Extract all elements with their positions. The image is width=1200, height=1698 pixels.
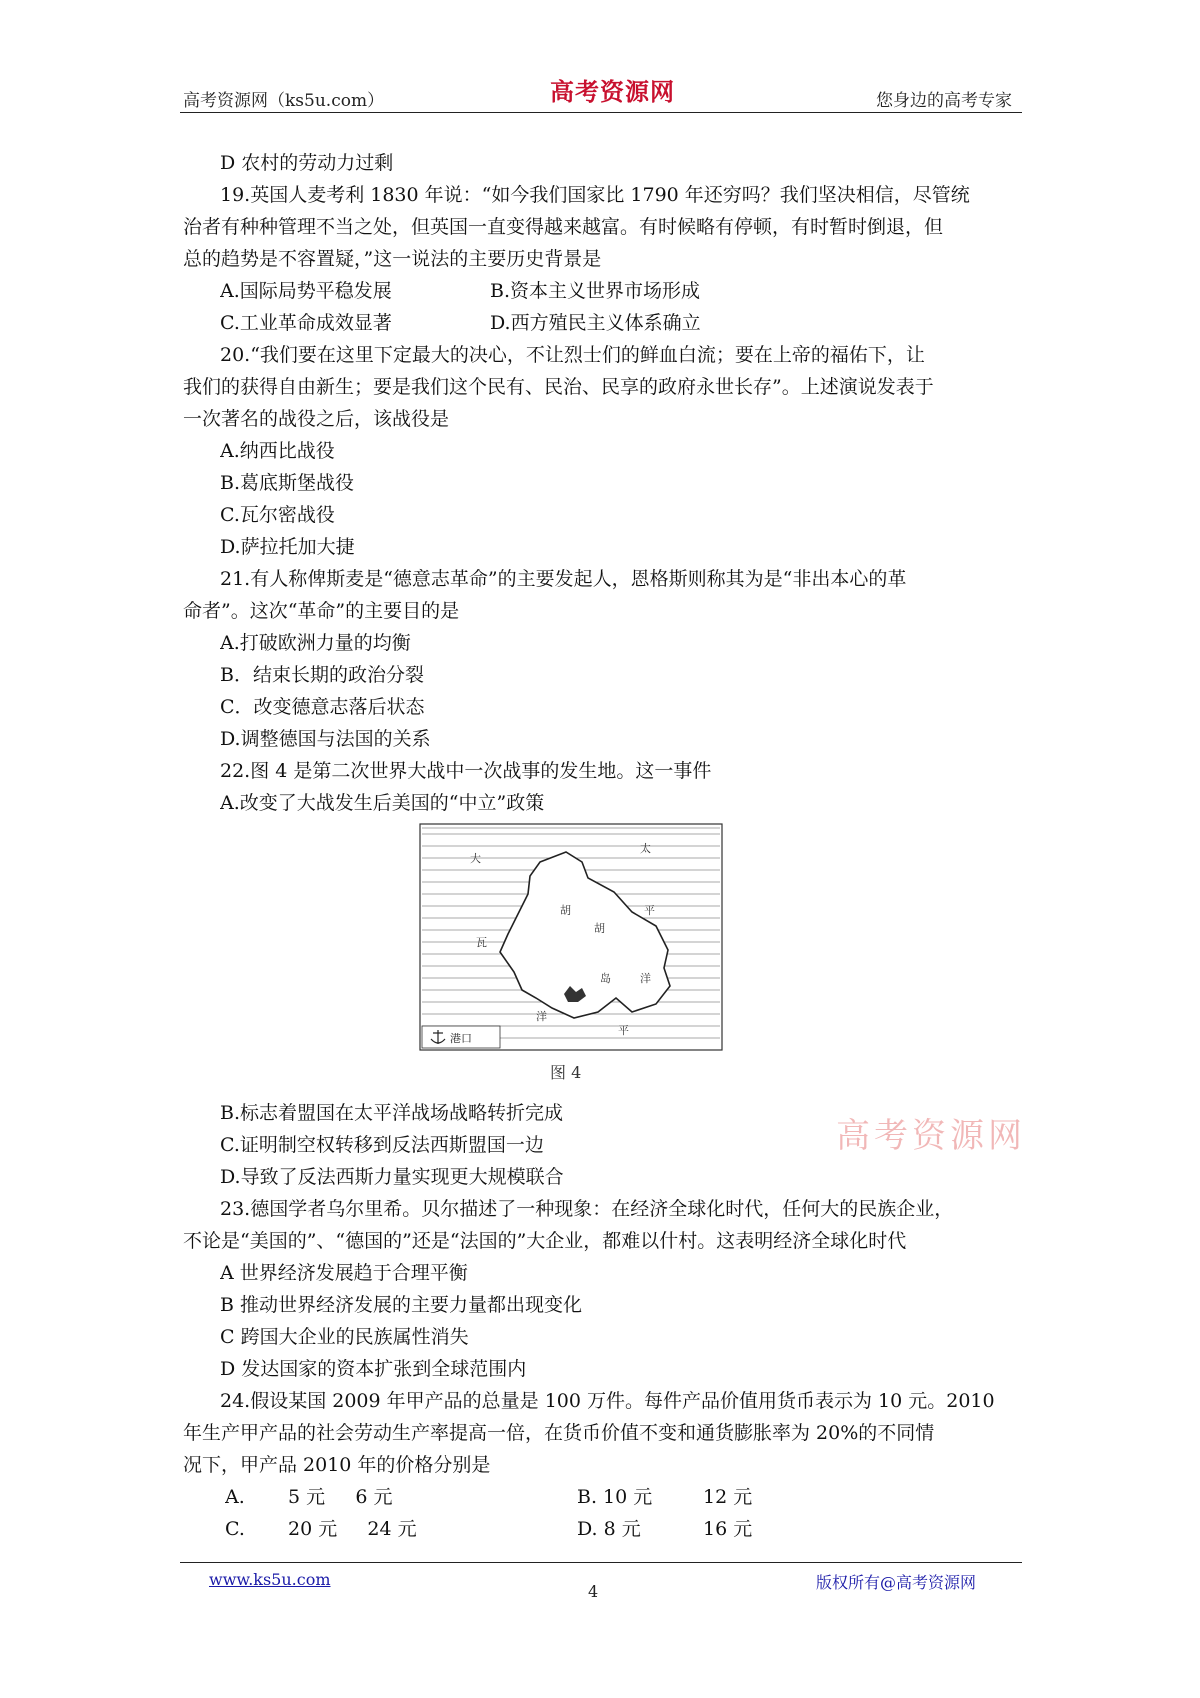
q23-option-a: A 世界经济发展趋于合理平衡 bbox=[220, 1262, 468, 1284]
map-legend-label: 港口 bbox=[450, 1032, 472, 1045]
page-number: 4 bbox=[588, 1582, 599, 1601]
footer-link[interactable]: www.ks5u.com bbox=[209, 1570, 331, 1589]
question-22-line-1: 22.图 4 是第二次世界大战中一次战事的发生地。这一事件 bbox=[220, 760, 712, 782]
q22-option-c: C.证明制空权转移到反法西斯盟国一边 bbox=[220, 1134, 544, 1156]
question-21-line-2: 命者”。这次“革命”的主要目的是 bbox=[183, 600, 460, 622]
question-20-line-2: 我们的获得自由新生；要是我们这个民有、民治、民享的政府永世长存”。上述演说发表于 bbox=[183, 376, 934, 398]
q19-option-d: D.西方殖民主义体系确立 bbox=[490, 312, 701, 334]
q24-option-b-value2: 12 元 bbox=[703, 1486, 753, 1508]
map-label-3: 胡 bbox=[560, 904, 571, 917]
q19-option-b: B.资本主义世界市场形成 bbox=[490, 280, 701, 302]
q21-option-d: D.调整德国与法国的关系 bbox=[220, 728, 431, 750]
question-20-line-3: 一次著名的战役之后，该战役是 bbox=[183, 408, 450, 430]
q24-option-c-values: 20 元 24 元 bbox=[288, 1518, 417, 1540]
q24-option-c-label: C. bbox=[225, 1518, 245, 1540]
q24-option-d-label: D. 8 元 bbox=[577, 1518, 641, 1540]
q22-option-a: A.改变了大战发生后美国的“中立”政策 bbox=[220, 792, 545, 814]
map-label-10: 平 bbox=[618, 1024, 629, 1037]
figure-caption: 图 4 bbox=[550, 1063, 582, 1082]
question-19-line-3: 总的趋势是不容置疑，”这一说法的主要历史背景是 bbox=[183, 248, 602, 270]
question-23-line-1: 23.德国学者乌尔里希。贝尔描述了一种现象：在经济全球化时代，任何大的民族企业， bbox=[220, 1198, 954, 1220]
q21-option-b: B．结束长期的政治分裂 bbox=[220, 664, 424, 686]
q20-option-a: A.纳西比战役 bbox=[220, 440, 335, 462]
question-21-line-1: 21.有人称俾斯麦是“德意志革命”的主要发起人，恩格斯则称其为是“非出本心的革 bbox=[220, 568, 907, 590]
map-label-4: 平 bbox=[644, 904, 655, 917]
map-label-7: 岛 bbox=[600, 972, 611, 985]
q21-option-a: A.打破欧洲力量的均衡 bbox=[220, 632, 411, 654]
q23-option-c: C 跨国大企业的民族属性消失 bbox=[220, 1326, 469, 1348]
footer-copyright: 版权所有@高考资源网 bbox=[816, 1573, 977, 1592]
q20-option-b: B.葛底斯堡战役 bbox=[220, 472, 355, 494]
q22-option-b: B.标志着盟国在太平洋战场战略转折完成 bbox=[220, 1102, 564, 1124]
q19-option-c: C.工业革命成效显著 bbox=[220, 312, 392, 334]
header-left-text: 高考资源网（ks5u.com） bbox=[183, 91, 385, 111]
question-24-line-2: 年生产甲产品的社会劳动生产率提高一倍，在货币价值不变和通货膨胀率为 20%的不同情 bbox=[183, 1422, 935, 1444]
map-label-8: 洋 bbox=[640, 972, 651, 985]
question-23-line-2: 不论是“美国的”、“德国的”还是“法国的”大企业，都难以什村。这表明经济全球化时代 bbox=[183, 1230, 907, 1252]
q19-option-a: A.国际局势平稳发展 bbox=[220, 280, 392, 302]
q21-option-c: C．改变德意志落后状态 bbox=[220, 696, 425, 718]
map-label-5: 瓦 bbox=[476, 936, 487, 949]
question-20-line-1: 20.“我们要在这里下定最大的决心，不让烈士们的鲜血白流；要在上帝的福佑下，让 bbox=[220, 344, 925, 366]
question-19-line-2: 治者有种种管理不当之处，但英国一直变得越来越富。有时候略有停顿，有时暂时倒退，但 bbox=[183, 216, 944, 238]
line-d-option-18: D 农村的劳动力过剩 bbox=[220, 152, 394, 174]
map-label-6: 胡 bbox=[594, 922, 605, 935]
map-label-9: 洋 bbox=[536, 1010, 547, 1023]
figure-4-map bbox=[418, 822, 724, 1086]
q23-option-d: D 发达国家的资本扩张到全球范围内 bbox=[220, 1358, 527, 1380]
q24-option-d-value2: 16 元 bbox=[703, 1518, 753, 1540]
q24-option-a-label: A. bbox=[225, 1486, 245, 1508]
watermark-text: 高考资源网 bbox=[836, 1116, 1026, 1156]
question-24-line-3: 况下，甲产品 2010 年的价格分别是 bbox=[183, 1454, 491, 1476]
footer-rule bbox=[180, 1562, 1022, 1563]
q20-option-c: C.瓦尔密战役 bbox=[220, 504, 335, 526]
header-right-text: 您身边的高考专家 bbox=[876, 91, 1012, 111]
question-19-line-1: 19.英国人麦考利 1830 年说：“如今我们国家比 1790 年还穷吗？我们坚决相信，尽管统 bbox=[220, 184, 970, 206]
header-brand-logo: 高考资源网 bbox=[550, 77, 675, 106]
map-label-2: 太 bbox=[640, 842, 651, 855]
q20-option-d: D.萨拉托加大捷 bbox=[220, 536, 355, 558]
header-rule bbox=[180, 112, 1022, 113]
map-label-1: 大 bbox=[470, 852, 481, 865]
q23-option-b: B 推动世界经济发展的主要力量都出现变化 bbox=[220, 1294, 583, 1316]
q22-option-d: D.导致了反法西斯力量实现更大规模联合 bbox=[220, 1166, 564, 1188]
question-24-line-1: 24.假设某国 2009 年甲产品的总量是 100 万件。每件产品价值用货币表示为 10 元。2010 bbox=[220, 1390, 995, 1412]
q24-option-a-values: 5 元 6 元 bbox=[288, 1486, 393, 1508]
q24-option-b-label: B. 10 元 bbox=[577, 1486, 653, 1508]
